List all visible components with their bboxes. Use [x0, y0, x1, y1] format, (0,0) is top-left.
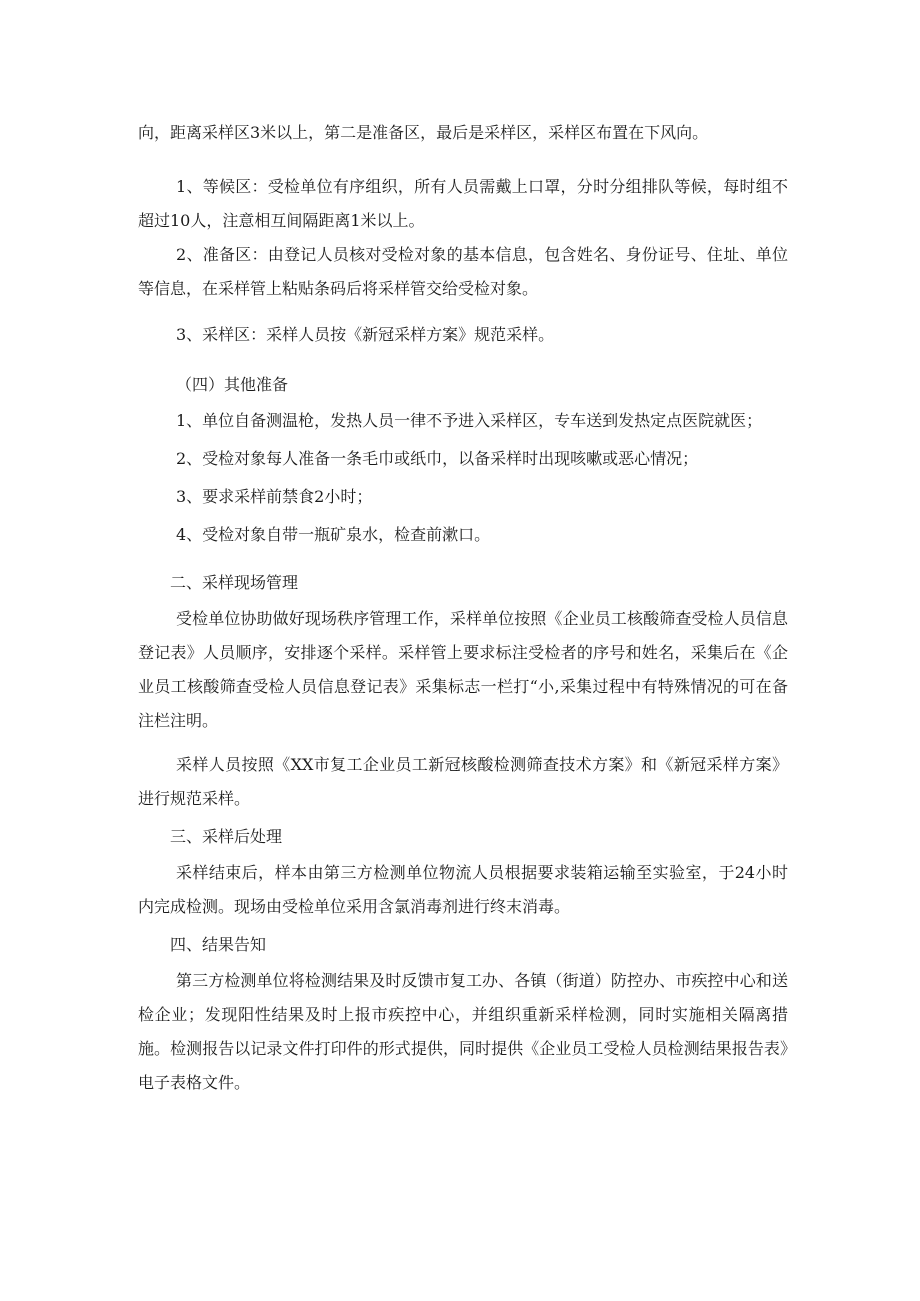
paragraph-prep-item-3: 3、要求采样前禁食2小时；: [176, 487, 373, 506]
section-heading-post-processing: 三、采样后处理: [170, 827, 283, 846]
paragraph-result-notification: 第三方检测单位将检测结果及时反馈市复工办、各镇（街道）防控办、市疾控中心和送检企业；发现阳性结果及时上报市疾控中心，并组织重新采样检测，同时实施相关隔离措施。检测报告以记录文件打印件的形式提供，同时提供《企业员工受检人员检测结果报告表》电子表格文件。: [138, 971, 788, 1092]
paragraph-post-processing: 采样结束后，样本由第三方检测单位物流人员根据要求装箱运输至实验室，于24小时内完成检测。现场由受检单位采用含氯消毒剂进行终末消毒。: [138, 863, 788, 916]
paragraph-site-management: 受检单位协助做好现场秩序管理工作，采样单位按照《企业员工核酸筛查受检人员信息登记表》人员顺序，安排逐个采样。采样管上要求标注受检者的序号和姓名，采集后在《企业员工核酸筛查受检人员信息登记表》采集标志一栏打“小,采集过程中有特殊情况的可在备注栏注明。: [138, 609, 788, 730]
paragraph-sampling-area: 3、采样区：采样人员按《新冠采样方案》规范采样。: [176, 325, 555, 344]
paragraph-intro-continuation: 向，距离采样区3米以上，第二是准备区，最后是采样区，采样区布置在下风向。: [138, 123, 709, 142]
section-heading-site-management: 二、采样现场管理: [170, 573, 299, 592]
paragraph-prep-item-2: 2、受检对象每人准备一条毛巾或纸巾，以备采样时出现咳嗽或恶心情况；: [176, 449, 699, 468]
paragraph-prep-item-1: 1、单位自备测温枪，发热人员一律不予进入采样区，专车送到发热定点医院就医；: [176, 411, 763, 430]
paragraph-prep-item-4: 4、受检对象自带一瓶矿泉水，检查前漱口。: [176, 525, 491, 544]
section-heading-other-preparation: （四）其他准备: [176, 375, 289, 394]
paragraph-preparation-area: 2、准备区：由登记人员核对受检对象的基本信息，包含姓名、身份证号、住址、单位等信息，在采样管上粘贴条码后将采样管交给受检对象。: [138, 245, 788, 298]
paragraph-sampling-standard: 采样人员按照《XX市复工企业员工新冠核酸检测筛查技术方案》和《新冠采样方案》进行规范采样。: [138, 755, 788, 808]
section-heading-result-notification: 四、结果告知: [170, 935, 267, 954]
paragraph-waiting-area: 1、等候区：受检单位有序组织，所有人员需戴上口罩，分时分组排队等候，每时组不超过10人，注意相互间隔距离1米以上。: [138, 177, 788, 230]
